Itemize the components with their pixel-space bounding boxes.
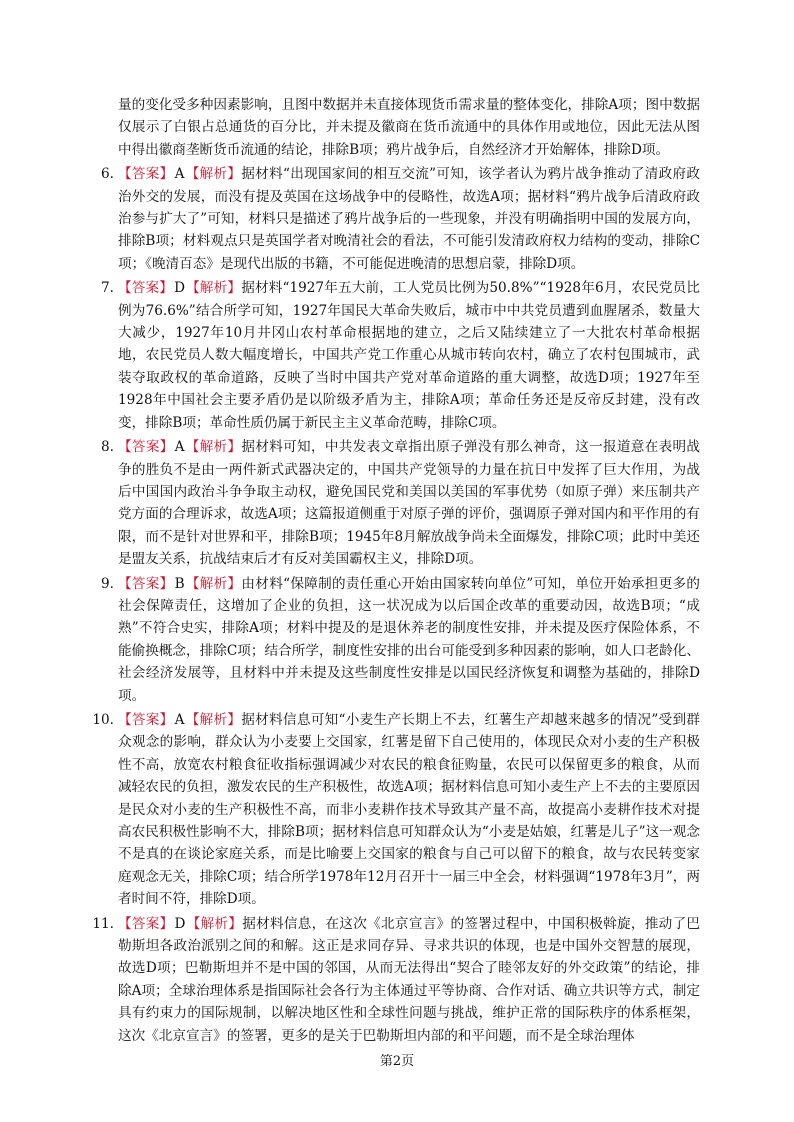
answer-label: 【答案】 <box>118 915 174 932</box>
analysis-label: 【解析】 <box>186 915 243 932</box>
item-number: 6. <box>101 166 114 183</box>
analysis-label: 【解析】 <box>185 711 242 728</box>
item-number: 9. <box>101 575 114 592</box>
item-number: 10. <box>92 711 114 728</box>
analysis-label: 【解析】 <box>185 575 242 592</box>
answer-list <box>80 163 700 1047</box>
answer-item <box>80 277 700 434</box>
answer-letter: A <box>174 711 185 728</box>
item-number: 7. <box>101 280 114 297</box>
analysis-text: 据材料“1927年五大前，工人党员比例为50.8%”“1928年6月，农民党员比例为76.6%”结合所学可知，1927年国民大革命失败后，城市中中共党员遭到血腥屠杀，数量大大减少，1927年10月井冈山农村革命根据地的建立，之后又陆续建立了一大批农村革命根据地，农民党员人数大幅度增长，中国共产党工作重心从城市转向农村，确立了农村包围城市，武装夺取政权的革命道路，反映了当时中国共产党对革命道路的重大调整，故选D项；1927年至1928年中国社会主要矛盾仍是以阶级矛盾为主，排除A项；革命任务还是反帝反封建，没有改变，排除B项；革命性质仍属于新民主主义革命范畴，排除C项。 <box>118 280 701 431</box>
answer-item <box>80 436 700 570</box>
answer-item <box>80 163 700 275</box>
answer-letter: B <box>174 575 185 592</box>
answer-item <box>80 573 700 707</box>
page-number: 第2页 <box>379 1054 415 1069</box>
analysis-label: 【解析】 <box>185 166 242 183</box>
answer-letter: D <box>174 915 186 932</box>
answer-label: 【答案】 <box>118 439 174 456</box>
item-number: 8. <box>101 439 114 456</box>
answer-letter: A <box>174 439 185 456</box>
answer-letter: A <box>174 166 185 183</box>
continued-paragraph: 量的变化受多种因素影响，且图中数据并未直接体现货币需求量的整体变化，排除A项；图中数据仅展示了白银占总通货的百分比，并未提及徽商在货币流通中的具体作用或地位，因此无法从图中得出徽商垄断货币流通的结论，排除B项；鸦片战争后，自然经济才开始解体，排除D项。 <box>118 97 700 158</box>
answer-label: 【答案】 <box>118 280 174 297</box>
analysis-label: 【解析】 <box>185 280 242 297</box>
analysis-text: 据材料信息可知“小麦生产长期上不去，红薯生产却越来越多的情况”受到群众观念的影响，群众认为小麦要上交国家，红薯是留下自己使用的，体现民众对小麦的生产积极性不高，放宽农村粮食征收指标强调减少对农民的粮食征购量，农民可以保留更多的粮食，从而减轻农民的负担，激发农民的生产积极性，故选A项；据材料信息可知小麦生产上不去的主要原因是民众对小麦的生产积极性不高，而非小麦耕作技术导致其产量不高，故提高小麦耕作技术对提高农民积极性影响不大，排除B项；据材料信息可知群众认为“小麦是姑娘，红薯是儿子”这一观念不是真的在谈论家庭关系，而是比喻要上交国家的粮食与自己可以留下的粮食，故与农民转变家庭观念无关，排除C项；结合所学1978年12月召开十一届三中全会，材料强调“1978年3月”，两者时间不符，排除D项。 <box>118 711 701 908</box>
answer-item <box>80 913 700 1047</box>
analysis-label: 【解析】 <box>185 439 242 456</box>
answer-letter: D <box>174 280 185 297</box>
analysis-text: 据材料“出现国家间的相互交流”可知，该学者认为鸦片战争推动了清政府政治外交的发展，而没有提及英国在这场战争中的侵略性，故选A项；据材料“鸦片战争后清政府政治参与扩大了”可知，材料只是描述了鸦片战争后的一些现象，并没有明确指明中国的发展方向，排除B项；材料观点只是英国学者对晚清社会的看法，不可能引发清政府权力结构的变动，排除C项；《晚清百态》是现代出版的书籍，不可能促进晚清的思想启蒙，排除D项。 <box>118 166 701 272</box>
analysis-text: 由材料“保障制的责任重心开始由国家转向单位”可知，单位开始承担更多的社会保障责任，这增加了企业的负担，这一状况成为以后国企改革的重要动因，故选B项；“成熟”不符合史实，排除A项；材料中提及的是退休养老的制度性安排，并未提及医疗保险体系，不能偷换概念，排除C项；结合所学，制度性安排的出台可能受到多种因素的影响，如人口老龄化、社会经济发展等，且材料中并未提及这些制度性安排是以国民经济恢复和调整为基础的，排除D项。 <box>118 575 701 704</box>
answer-item <box>80 709 700 911</box>
analysis-text: 据材料信息，在这次《北京宣言》的签署过程中，中国积极斡旋，推动了巴勒斯坦各政治派别之间的和解。这正是求同存异、寻求共识的体现，也是中国外交智慧的展现，故选D项；巴勒斯坦并不是中国的邻国，从而无法得出“契合了睦邻友好的外交政策”的结论，排除A项；全球治理体系是指国际社会各行为主体通过平等协商、合作对话、确立共识等方式，制定具有约束力的国际规制，以解决地区性和全球性问题与挑战，维护正常的国际秩序的体系框架，这次《北京宣言》的签署，更多的是关于巴勒斯坦内部的和平问题，而不是全球治理体 <box>118 915 701 1044</box>
analysis-text: 据材料可知，中共发表文章指出原子弹没有那么神奇，这一报道意在表明战争的胜负不是由一两件新式武器决定的，中国共产党领导的力量在抗日中发挥了巨大作用，为战后中国国内政治斗争争取主动权，避免国民党和美国以美国的军事优势（如原子弹）来压制共产党方面的合理诉求，故选A项；这篇报道侧重于对原子弹的评价，强调原子弹对国内和平作用的有限，而不是针对世界和平，排除B项；1945年8月解放战争尚未全面爆发，排除C项；此时中美还是盟友关系，抗战结束后才有反对美国霸权主义，排除D项。 <box>118 439 701 568</box>
item-number: 11. <box>92 915 114 932</box>
answer-label: 【答案】 <box>118 711 174 728</box>
answer-label: 【答案】 <box>118 166 174 183</box>
answer-label: 【答案】 <box>118 575 174 592</box>
answer-content <box>80 94 700 1047</box>
